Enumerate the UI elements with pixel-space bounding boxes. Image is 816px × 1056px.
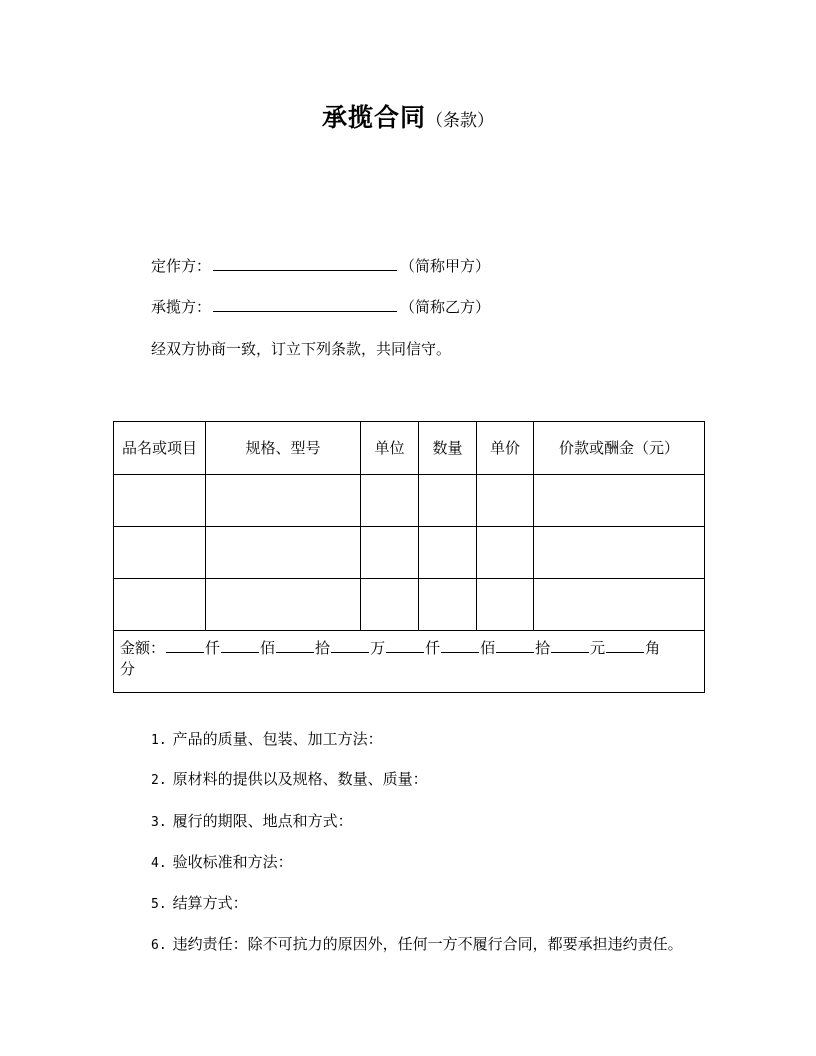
table-cell[interactable] [419,527,477,579]
amount-unit: 仟 [425,639,441,657]
amount-blank[interactable] [441,638,479,653]
header-unit-price: 单价 [477,422,534,475]
items-table [113,421,705,693]
table-cell[interactable] [534,475,705,527]
table-row [114,475,705,527]
amount-unit: 佰 [480,639,496,657]
clause-4 [151,851,293,873]
amount-blank[interactable] [166,638,204,653]
table-cell[interactable] [477,579,534,631]
clause-number: 4. [151,856,167,871]
table-cell[interactable] [419,579,477,631]
clause-1 [151,728,383,750]
table-header-row [114,422,705,475]
amount-unit: 角 [645,639,661,657]
clause-text: 结算方式： [172,894,248,912]
table-cell[interactable] [114,579,206,631]
party-a-label: 定作方： [151,257,212,275]
clause-2 [151,768,428,790]
clause-text: 违约责任：除不可抗力的原因外，任何一方不履行合同，都要承担违约责任。 [172,935,683,953]
document-title [0,98,816,134]
table-cell[interactable] [114,475,206,527]
amount-tail: 分 [120,660,136,678]
amount-unit: 元 [590,639,606,657]
party-b-line [151,296,490,318]
header-quantity: 数量 [419,422,477,475]
intro-text: 经双方协商一致，订立下列条款，共同信守。 [151,340,452,358]
clause-text: 产品的质量、包装、加工方法： [172,730,383,748]
title-main: 承揽合同 [321,103,426,132]
table-cell[interactable] [477,475,534,527]
table-cell[interactable] [114,527,206,579]
table-cell[interactable] [534,527,705,579]
clause-6 [151,933,683,955]
amount-blank[interactable] [276,638,314,653]
party-b-label: 承揽方： [151,298,212,316]
amount-blank[interactable] [551,638,589,653]
clause-text: 原材料的提供以及规格、数量、质量： [172,770,428,788]
table-cell[interactable] [534,579,705,631]
clause-3 [151,810,353,832]
header-spec-model: 规格、型号 [206,422,361,475]
table-row [114,527,705,579]
clause-text: 验收标准和方法： [172,853,293,871]
title-sub: （条款） [426,111,494,131]
table-cell[interactable] [419,475,477,527]
party-a-note: （简称甲方） [400,257,491,275]
table-row [114,579,705,631]
table-cell[interactable] [477,527,534,579]
amount-blank[interactable] [331,638,369,653]
clause-number: 2. [151,773,167,788]
amount-unit: 拾 [315,639,331,657]
party-a-line [151,255,490,277]
table-cell[interactable] [361,475,419,527]
amount-blank[interactable] [386,638,424,653]
table-cell[interactable] [206,475,361,527]
amount-unit: 仟 [205,639,221,657]
party-b-blank[interactable] [213,297,397,312]
clause-5 [151,892,248,914]
clause-number: 1. [151,733,167,748]
party-b-note: （简称乙方） [400,298,491,316]
clause-number: 3. [151,815,167,830]
header-item-name: 品名或项目 [114,422,206,475]
amount-blank[interactable] [496,638,534,653]
amount-blank[interactable] [606,638,644,653]
amount-unit: 佰 [260,639,276,657]
clause-number: 5. [151,897,167,912]
clause-number: 6. [151,938,167,953]
amount-unit: 拾 [535,639,551,657]
amount-unit: 万 [370,639,386,657]
amount-label: 金额： [120,639,166,657]
clause-text: 履行的期限、地点和方式： [172,812,353,830]
table-cell[interactable] [361,579,419,631]
table-cell[interactable] [206,527,361,579]
table-cell[interactable] [361,527,419,579]
amount-row [114,631,705,693]
amount-cell [114,631,705,693]
table-cell[interactable] [206,579,361,631]
header-unit: 单位 [361,422,419,475]
party-a-blank[interactable] [213,256,397,271]
header-amount-yuan: 价款或酬金（元） [534,422,705,475]
amount-blank[interactable] [221,638,259,653]
